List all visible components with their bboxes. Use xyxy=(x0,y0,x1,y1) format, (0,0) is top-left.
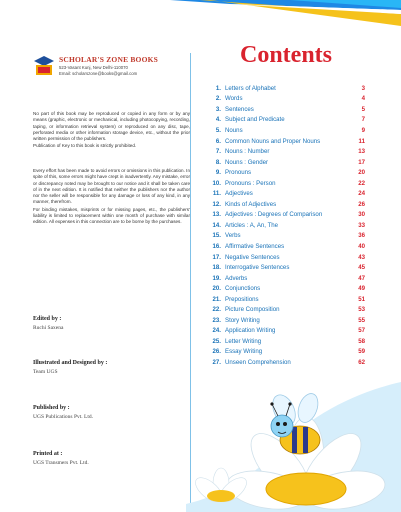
toc-entry-title: Adverbs xyxy=(225,274,248,282)
toc-entry xyxy=(207,178,365,189)
edited-by-label: Edited by : xyxy=(33,316,62,322)
legal-notice-bottom xyxy=(33,168,190,227)
toc-entry-number: 9. xyxy=(215,169,221,177)
publisher-email: Email: scholarszone@books@gmail.com xyxy=(59,71,138,76)
toc-entry-number: 5. xyxy=(215,126,221,134)
toc-entry-number: 26. xyxy=(212,348,221,356)
toc-entry-page: 51 xyxy=(358,295,365,303)
toc-entry-number: 24. xyxy=(212,327,221,335)
toc-entry-page: 11 xyxy=(358,137,365,145)
toc-entry-number: 25. xyxy=(212,337,221,345)
toc-entry-title: Prepositions xyxy=(225,295,259,303)
toc-entry-number: 8. xyxy=(215,158,221,166)
toc-entry-title: Affirmative Sentences xyxy=(225,242,285,250)
toc-entry-number: 19. xyxy=(212,274,221,282)
toc-entry-title: Unseen Comprehension xyxy=(225,358,291,366)
toc-entry xyxy=(207,231,365,242)
toc-entry-number: 16. xyxy=(212,242,221,250)
toc-entry-title: Letters of Alphabet xyxy=(225,84,276,92)
toc-entry-page: 20 xyxy=(358,169,365,177)
toc-entry xyxy=(207,273,365,284)
toc-entry xyxy=(207,294,365,305)
toc-entry-title: Kinds of Adjectives xyxy=(225,200,277,208)
toc-entry-number: 22. xyxy=(212,306,221,314)
toc-entry-title: Negative Sentences xyxy=(225,253,280,261)
illustrated-by-value: Team UGS xyxy=(33,369,58,375)
toc-entry-number: 20. xyxy=(212,285,221,293)
toc-entry xyxy=(207,283,365,294)
toc-entry xyxy=(207,157,365,168)
toc-entry-title: Essay Writing xyxy=(225,348,263,356)
toc-entry-number: 12. xyxy=(212,200,221,208)
printed-at-label: Printed at : xyxy=(33,451,63,457)
toc-entry-title: Nouns : Gender xyxy=(225,158,269,166)
publisher-address: 523-Vasant Kunj, New Delhi-110070 xyxy=(59,65,128,70)
toc-entry-title: Adjectives xyxy=(225,190,253,198)
toc-entry-number: 7. xyxy=(215,148,221,156)
toc-entry-page: 9 xyxy=(361,126,365,134)
toc-entry-title: Application Writing xyxy=(225,327,276,335)
toc-entry-title: Articles : A, An, The xyxy=(225,221,279,229)
toc-entry-page: 58 xyxy=(358,337,365,345)
toc-entry-page: 47 xyxy=(358,274,365,282)
toc-entry xyxy=(207,188,365,199)
toc-entry-number: 23. xyxy=(212,316,221,324)
toc-entry-page: 4 xyxy=(361,95,365,103)
toc-entry-number: 4. xyxy=(215,116,221,124)
toc-entry-page: 43 xyxy=(358,253,365,261)
toc-entry-title: Conjunctions xyxy=(225,285,261,293)
toc-entry-number: 15. xyxy=(212,232,221,240)
toc-entry-page: 5 xyxy=(361,105,365,113)
legal-notice-top xyxy=(33,111,190,151)
toc-entry-page: 33 xyxy=(358,221,365,229)
rights-paragraph: No part of this book may be reproduced or copied in any form or by any means (graphic, electronic or mechanical, including photocopying, recording, taping, or information retrieval system) or reproduced on any disc, tape, perforated media or other information storage device, etc., without the prior written permission of the publishers. xyxy=(33,111,190,142)
errors-paragraph: Every effort has been made to avoid errors or omissions in this publication. In spite of this, some errors might have crept in inadvertently. Any mistake, error or discrepancy noted may be brought to our notice and it shall be taken care of in the next edition. It is notified that neither the publishers nor the author nor the seller will be responsible for any damage or loss of any kind, in any manner, therefrom. xyxy=(33,168,190,205)
toc-entry xyxy=(207,262,365,273)
toc-entry xyxy=(207,94,365,105)
key-note: Publication of Key to this book is strictly prohibited. xyxy=(33,143,137,149)
toc-entry-page: 57 xyxy=(358,327,365,335)
toc-entry-page: 17 xyxy=(358,158,365,166)
toc-entry-title: Sentences xyxy=(225,105,254,113)
bee-on-flowers-illustration xyxy=(186,322,401,512)
toc-entry xyxy=(207,220,365,231)
published-by-label: Published by : xyxy=(33,405,70,411)
toc-entry-number: 18. xyxy=(212,264,221,272)
toc-entry xyxy=(207,241,365,252)
toc-entry-number: 2. xyxy=(215,95,221,103)
toc-entry-number: 1. xyxy=(215,84,221,92)
toc-entry-page: 59 xyxy=(358,348,365,356)
toc-entry-number: 10. xyxy=(212,179,221,187)
toc-entry-number: 6. xyxy=(215,137,221,145)
toc-entry-title: Subject and Predicate xyxy=(225,116,285,124)
toc-entry xyxy=(207,125,365,136)
toc-entry xyxy=(207,210,365,221)
toc-entry xyxy=(207,252,365,263)
publisher-logo xyxy=(33,55,55,77)
top-stripes-decoration xyxy=(170,0,401,42)
toc-entry xyxy=(207,167,365,178)
toc-entry-page: 55 xyxy=(358,316,365,324)
toc-entry-number: 27. xyxy=(212,358,221,366)
illustrated-by-label: Illustrated and Designed by : xyxy=(33,360,108,366)
toc-entry-page: 26 xyxy=(358,200,365,208)
toc-entry-page: 40 xyxy=(358,242,365,250)
toc-entry-title: Adjectives : Degrees of Comparison xyxy=(225,211,323,219)
toc-entry-page: 36 xyxy=(358,232,365,240)
toc-entry xyxy=(207,83,365,94)
toc-entry-title: Common Nouns and Proper Nouns xyxy=(225,137,321,145)
toc-entry-page: 49 xyxy=(358,285,365,293)
printed-at-value: UGS Transmers Pvt. Ltd. xyxy=(33,460,89,466)
toc-entry-page: 53 xyxy=(358,306,365,314)
toc-entry-title: Nouns xyxy=(225,126,243,134)
toc-entry xyxy=(207,146,365,157)
toc-entry-title: Words xyxy=(225,95,243,103)
toc-entry-title: Pronouns xyxy=(225,169,252,177)
toc-entry-number: 14. xyxy=(212,221,221,229)
toc-entry xyxy=(207,199,365,210)
toc-entry-title: Verbs xyxy=(225,232,241,240)
toc-entry xyxy=(207,304,365,315)
contents-title: Contents xyxy=(240,42,333,68)
toc-entry xyxy=(207,115,365,126)
toc-entry-number: 13. xyxy=(212,211,221,219)
toc-entry-title: Picture Composition xyxy=(225,306,280,314)
toc-entry-number: 17. xyxy=(212,253,221,261)
toc-entry-title: Nouns : Number xyxy=(225,148,270,156)
toc-entry-page: 24 xyxy=(358,190,365,198)
toc-entry xyxy=(207,104,365,115)
toc-entry-page: 30 xyxy=(358,211,365,219)
toc-entry-page: 7 xyxy=(361,116,365,124)
toc-entry-page: 13 xyxy=(358,148,365,156)
toc-entry-page: 45 xyxy=(358,264,365,272)
toc-entry-number: 3. xyxy=(215,105,221,113)
toc-entry-title: Pronouns : Person xyxy=(225,179,276,187)
publisher-name: SCHOLAR'S ZONE BOOKS xyxy=(59,55,159,64)
toc-entry xyxy=(207,136,365,147)
toc-entry-title: Story Writing xyxy=(225,316,260,324)
toc-entry-page: 22 xyxy=(358,179,365,187)
edited-by-value: Ruchi Saxena xyxy=(33,325,64,331)
toc-entry-number: 21. xyxy=(212,295,221,303)
toc-entry-title: Interrogative Sentences xyxy=(225,264,290,272)
toc-entry-page: 62 xyxy=(358,358,365,366)
toc-entry-title: Letter Writing xyxy=(225,337,262,345)
binding-paragraph: For binding mistakes, misprints or for missing pages, etc., the publishers' liability is limited to replacement within one month of purchase with similar edition. All expenses in this connection are to be borne by the purchases. xyxy=(33,206,190,225)
toc-entry-number: 11. xyxy=(212,190,221,198)
toc-entry-page: 3 xyxy=(361,84,365,92)
published-by-value: UGS Publications Pvt. Ltd. xyxy=(33,414,94,420)
